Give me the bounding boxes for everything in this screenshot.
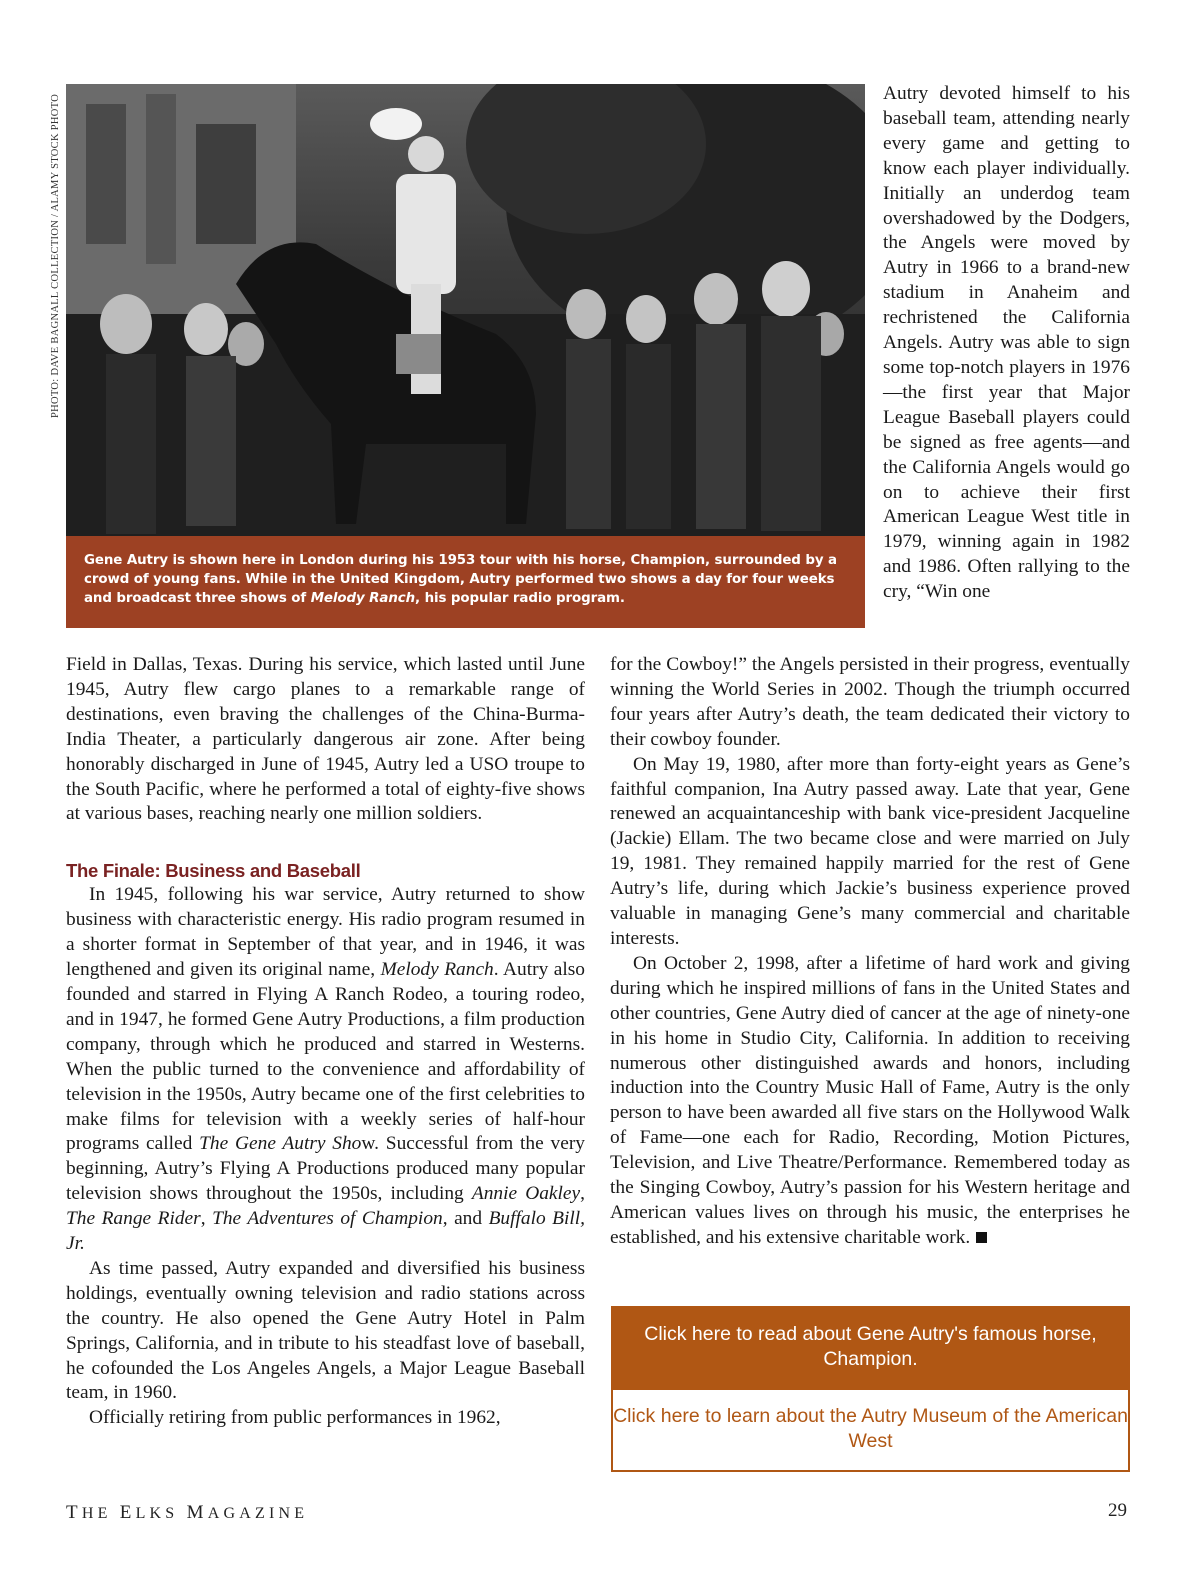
italic-title: Buffalo Bill, Jr. [66, 1208, 586, 1255]
italic-title: The Range Rider [66, 1208, 201, 1230]
italic-title: The Gene Autry Sho [199, 1133, 362, 1155]
paragraph: Field in Dallas, Texas. During his service, which lasted until June 1945, Autry flew cargo planes to a remarkable range of destinations, even braving the challenges of the China-Burma-India Theater, a particularly dangerous air zone. After being honorably discharged in June of 1945, Autry led a USO troupe to the South Pacific, where he performed a total of eighty-five shows at various bases, reaching nearly one million soldiers. [66, 654, 585, 825]
section-heading: The Finale: Business and Baseball [66, 860, 361, 882]
paragraph: Officially retiring from public performances in 1962, [89, 1407, 501, 1429]
museum-link-button[interactable]: Click here to learn about the Autry Museum of the American West [611, 1390, 1130, 1472]
paragraph: As time passed, Autry expanded and diversified his business holdings, eventually owning television and radio stations across the country. He also opened the Gene Autry Hotel in Palm Springs, California, and in tribute to his steadfast love of baseball, he cofounded the Los Angeles Angels, a Major League Baseball team, in 1960. [66, 1257, 585, 1404]
italic-title: Melody Ranch [380, 959, 494, 981]
paragraph: On May 19, 1980, after more than forty-eight years as Gene’s faithful companion, Ina Autry passed away. Late that year, Gene renewed an acquaintanceship with bank vice-president Jacqueline (Jackie) Ellam. The two became close and were married on July 19, 1981. They remained happily married for the rest of Gene Autry’s life, during which Jackie’s business experience proved valuable in managing Gene’s many commercial and charitable interests. [610, 753, 1130, 949]
page-number: 29 [1108, 1500, 1127, 1521]
right-top-column [883, 82, 1130, 605]
paragraph: In 1945, following his war service, Autry returned to show business with characteristic energy. His radio program resumed in a shorter format in September of that year, and in 1946, it was lengthened and given its original name, Melody Ranch. Autry also founded and starred in Flying A Ranch Rodeo, a touring rodeo, and in 1947, he formed Gene Autry Productions, a film production company, through which he produced and starred in Westerns. When the public turned to the convenience and affordability of television in the 1950s, Autry became one of the first celebrities to make films for television with a weekly series of half-hour programs called The Gene Autry Show. Successful from the very beginning, Autry’s Flying A Productions produced many popular television shows throughout the 1950s, including Annie Oakley, The Range Rider, The Adventures of Champion, and Buffalo Bill, Jr. [66, 884, 586, 1255]
photo-credit-text: PHOTO: DAVE BAGNALL COLLECTION / ALAMY STOCK PHOTO [50, 93, 61, 418]
paragraph: On October 2, 1998, after a lifetime of hard work and giving during which he inspired millions of fans in the United States and other countries, Gene Autry died of cancer at the age of ninety-one in his home in Studio City, California. In addition to receiving numerous other distinguished awards and honors, including induction into the Country Music Hall of Fame, Autry is the only person to have been awarded all five stars on the Hollywood Walk of Fame—one each for Radio, Recording, Motion Pictures, Television, and Live Theatre/Performance. Remembered today as the Singing Cowboy, Autry’s passion for his Western heritage and American values lives on through his music, the enterprises he established, and his extensive charitable work. [610, 952, 1130, 1248]
paragraph: for the Cowboy!” the Angels persisted in their progress, eventually winning the World Series in 2002. Though the triumph occurred four years after Autry’s death, the team dedicated their victory to their cowboy founder. [610, 654, 1130, 750]
historic-photo [66, 84, 865, 536]
caption-text: Gene Autry is shown here in London during his 1953 tour with his horse, Champion, surrounded by a crowd of young fans. While in the United Kingdom, Autry performed two shows a day for four weeks and broadcast three shows of [84, 553, 837, 606]
cowboy-hat [370, 108, 422, 140]
champion-link-button[interactable]: Click here to read about Gene Autry's famous horse, Champion. [611, 1306, 1130, 1390]
end-mark-icon [976, 1232, 987, 1243]
magazine-name: THE ELKS MAGAZINE [66, 1502, 309, 1523]
italic-title: Annie Oakley [471, 1183, 581, 1205]
photo-illustration [66, 84, 865, 536]
caption-italic-title: Melody Ranch [310, 591, 416, 606]
italic-title: The Adventures of Champion [212, 1208, 443, 1230]
left-column [66, 653, 585, 1431]
paragraph: Autry devoted himself to his baseball team, attending nearly every game and getting to know each player individually. Initially an underdog team overshadowed by the Dodgers, the Angels were moved by Autry in 1966 to a brand-new stadium in Anaheim and rechristened the California Angels. Autry was able to sign some top-notch players in 1976—the first year that Major League Baseball players could be signed as free agents—and the California Angels would go on to achieve their first American League West title in 1979, winning again in 1982 and 1986. Often rallying to the cry, “Win one [883, 83, 1130, 603]
rider [396, 174, 456, 294]
photo-caption [66, 536, 865, 628]
right-column [610, 653, 1130, 1251]
caption-text-end: , his popular radio program. [415, 591, 625, 606]
